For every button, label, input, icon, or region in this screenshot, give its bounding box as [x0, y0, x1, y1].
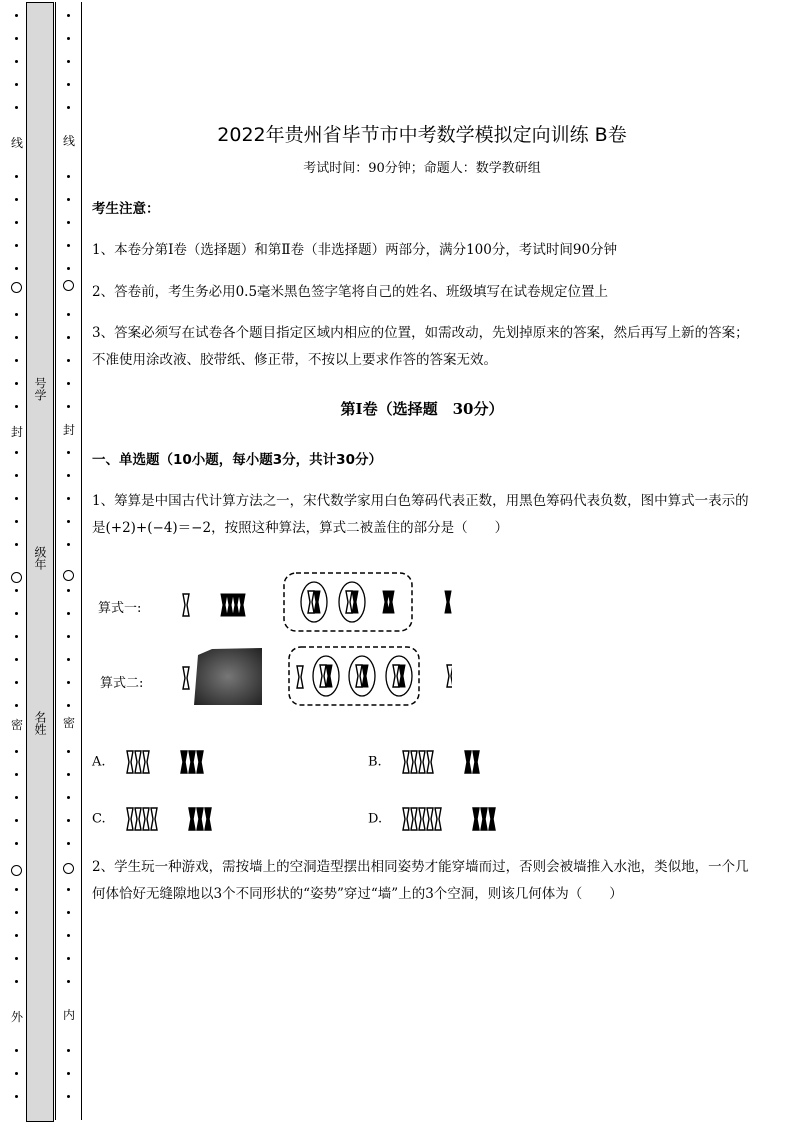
black-rod [189, 808, 195, 830]
binding-dot [67, 612, 70, 615]
binding-dot [67, 221, 70, 224]
field-name [27, 711, 53, 735]
binding-dot [67, 658, 70, 661]
row1-result-rod [445, 591, 451, 613]
binding-dot [67, 175, 70, 178]
field-student-number [27, 377, 53, 401]
part-heading: 一、单选题（10小题，每小题3分，共计30分） [92, 452, 382, 468]
binding-dot [15, 336, 18, 339]
white-rod [427, 808, 433, 830]
binding-dot [67, 198, 70, 201]
black-rod [481, 808, 487, 830]
white-rod [127, 808, 133, 830]
binding-dot [67, 750, 70, 753]
binding-dot [67, 819, 70, 822]
binding-dot [67, 842, 70, 845]
row1-pair-oval [339, 582, 365, 622]
binding-dot [67, 14, 70, 17]
rods-diagram [92, 565, 452, 715]
white-rod [143, 808, 149, 830]
notice-3: 3、答案必须写在试卷各个题目指定区域内相应的位置，如需改动，先划掉原来的答案，然后再写上新的答案；不准使用涂改液、胶带纸、修正带，不按以上要求作答的答案无效。 [92, 325, 749, 368]
covered-part [194, 648, 262, 705]
white-rod [403, 751, 409, 773]
white-rod [427, 751, 433, 773]
black-rod [197, 808, 203, 830]
binding-circle [11, 282, 22, 293]
binding-dot [67, 382, 70, 385]
binding-dot [67, 405, 70, 408]
binding-dot [67, 336, 70, 339]
binding-margin [0, 0, 84, 1123]
option-c-rods [122, 805, 242, 833]
binding-dot [15, 175, 18, 178]
inner-char-feng: 封 [60, 423, 78, 437]
binding-dot [67, 474, 70, 477]
white-rod [411, 751, 417, 773]
binding-dot [67, 313, 70, 316]
option-a[interactable] [92, 748, 242, 776]
binding-dot [15, 773, 18, 776]
black-rod [205, 808, 211, 830]
row1-black-rod [233, 594, 239, 616]
binding-dot [15, 198, 18, 201]
binding-dot [15, 267, 18, 270]
row1-white-rod [183, 594, 189, 616]
black-rod [465, 751, 471, 773]
binding-dot [67, 888, 70, 891]
outer-char-mi: 密 [8, 718, 26, 732]
option-a-rods [122, 748, 242, 776]
binding-dot [15, 382, 18, 385]
binding-dot [15, 451, 18, 454]
fig-label-2: 算式二: [100, 676, 144, 691]
option-b-rods [398, 748, 518, 776]
binding-circle [63, 570, 74, 581]
option-a-letter: A. [92, 754, 106, 770]
question-2: 2、学生玩一种游戏，需按墙上的空洞造型摆出相同姿势才能穿墙而过，否则会被墙推入水池，类似地，一个几何体恰好无缝隙地以3个不同形状的“姿势”穿过“墙”上的3个空洞，则该几何体为（ ） [92, 859, 749, 902]
binding-dot [67, 934, 70, 937]
row1-remaining-rod [388, 591, 394, 613]
binding-dot [67, 1049, 70, 1052]
binding-dot [15, 980, 18, 983]
binding-dot [15, 1049, 18, 1052]
white-rod [419, 751, 425, 773]
student-info-bar [26, 2, 54, 1122]
binding-dot [67, 796, 70, 799]
field-grade [27, 546, 53, 570]
binding-circle [63, 280, 74, 291]
binding-dot [15, 888, 18, 891]
fig-label-1: 算式一: [98, 601, 142, 616]
black-rod [473, 808, 479, 830]
inner-char-xian: 线 [60, 134, 78, 148]
white-rod [411, 808, 417, 830]
binding-dot [67, 681, 70, 684]
exam-title: 2022年贵州省毕节市中考数学模拟定向训练 B卷 [217, 124, 627, 146]
binding-dot [15, 704, 18, 707]
inner-char-mi: 密 [60, 716, 78, 730]
binding-dot [15, 359, 18, 362]
outer-dot-column [8, 4, 26, 1119]
binding-dot [67, 1072, 70, 1075]
binding-dot [15, 244, 18, 247]
binding-dot [67, 1095, 70, 1098]
field-name-text: 名姓 [33, 711, 47, 735]
binding-circle [11, 865, 22, 876]
binding-dot [67, 451, 70, 454]
field-grade-text: 级年 [33, 546, 47, 570]
black-rod [181, 751, 187, 773]
binding-dot [15, 474, 18, 477]
binding-circle [11, 572, 22, 583]
question-1: 1、筹算是中国古代计算方法之一，宋代数学家用白色筹码代表正数，用黑色筹码代表负数，图中算式一表示的是(+2)+(−4)＝−2，按照这种算法，算式二被盖住的部分是（ ） [92, 493, 749, 536]
row1-black-rod [227, 594, 233, 616]
binding-dot [15, 796, 18, 799]
black-rod [197, 751, 203, 773]
binding-dot [67, 704, 70, 707]
binding-dot [15, 37, 18, 40]
binding-dot [15, 842, 18, 845]
binding-dot [15, 14, 18, 17]
binding-dot [15, 1072, 18, 1075]
black-rod [489, 808, 495, 830]
binding-dot [67, 589, 70, 592]
binding-dot [67, 635, 70, 638]
binding-dot [67, 543, 70, 546]
binding-dot [15, 612, 18, 615]
binding-dot [15, 911, 18, 914]
row1-black-rod [239, 594, 245, 616]
binding-dot [15, 934, 18, 937]
notice-1: 1、本卷分第Ⅰ卷（选择题）和第Ⅱ卷（非选择题）两部分，满分100分，考试时间90分钟 [92, 242, 618, 258]
binding-dot [67, 773, 70, 776]
inner-dot-column [60, 4, 78, 1119]
binding-dot [67, 60, 70, 63]
white-rod [135, 751, 141, 773]
black-rod [473, 751, 479, 773]
inner-binding-bar [55, 2, 82, 1120]
binding-dot [67, 267, 70, 270]
exam-subtitle: 考试时间：90分钟；命题人：数学教研组 [303, 161, 541, 176]
counting-rods-figure [92, 565, 452, 715]
binding-dot [15, 60, 18, 63]
binding-dot [67, 980, 70, 983]
binding-dot [15, 589, 18, 592]
row1-pair-oval [301, 582, 327, 622]
binding-dot [15, 83, 18, 86]
binding-dot [15, 520, 18, 523]
option-d-rods [398, 805, 538, 833]
outer-char-xian: 线 [8, 136, 26, 150]
binding-dot [67, 911, 70, 914]
row2-result-rod [447, 665, 452, 687]
white-rod [143, 751, 149, 773]
binding-dot [15, 819, 18, 822]
binding-dot [67, 106, 70, 109]
binding-dot [15, 497, 18, 500]
option-c-letter: C. [92, 811, 106, 827]
section-title: 第Ⅰ卷（选择题 30分） [340, 400, 504, 418]
row1-black-rod [221, 594, 227, 616]
option-b-letter: B. [368, 754, 382, 770]
binding-dot [67, 359, 70, 362]
binding-dot [67, 37, 70, 40]
row2-white-rod [183, 667, 189, 689]
binding-circle [63, 863, 74, 874]
binding-dot [15, 635, 18, 638]
inner-char-nei: 内 [60, 1008, 78, 1022]
binding-dot [15, 681, 18, 684]
binding-dot [67, 520, 70, 523]
option-c[interactable] [92, 805, 242, 833]
white-rod [435, 808, 441, 830]
binding-dot [67, 83, 70, 86]
binding-dot [15, 658, 18, 661]
option-d[interactable] [368, 805, 538, 833]
binding-dot [15, 405, 18, 408]
binding-dot [15, 750, 18, 753]
white-rod [403, 808, 409, 830]
notice-heading: 考生注意： [92, 201, 160, 217]
binding-dot [15, 221, 18, 224]
black-rod [189, 751, 195, 773]
field-student-number-text: 号学 [33, 377, 47, 401]
white-rod [151, 808, 157, 830]
option-b[interactable] [368, 748, 518, 776]
binding-dot [15, 957, 18, 960]
binding-dot [15, 313, 18, 316]
binding-dot [67, 497, 70, 500]
binding-dot [15, 106, 18, 109]
white-rod [419, 808, 425, 830]
white-rod [135, 808, 141, 830]
white-rod [127, 751, 133, 773]
outer-char-feng: 封 [8, 425, 26, 439]
option-d-letter: D. [368, 811, 383, 827]
binding-dot [67, 244, 70, 247]
outer-char-wai: 外 [8, 1010, 26, 1024]
binding-dot [67, 957, 70, 960]
notice-2: 2、答卷前，考生务必用0.5毫米黑色签字笔将自己的姓名、班级填写在试卷规定位置上 [92, 284, 609, 300]
binding-dot [15, 1095, 18, 1098]
binding-dot [15, 543, 18, 546]
